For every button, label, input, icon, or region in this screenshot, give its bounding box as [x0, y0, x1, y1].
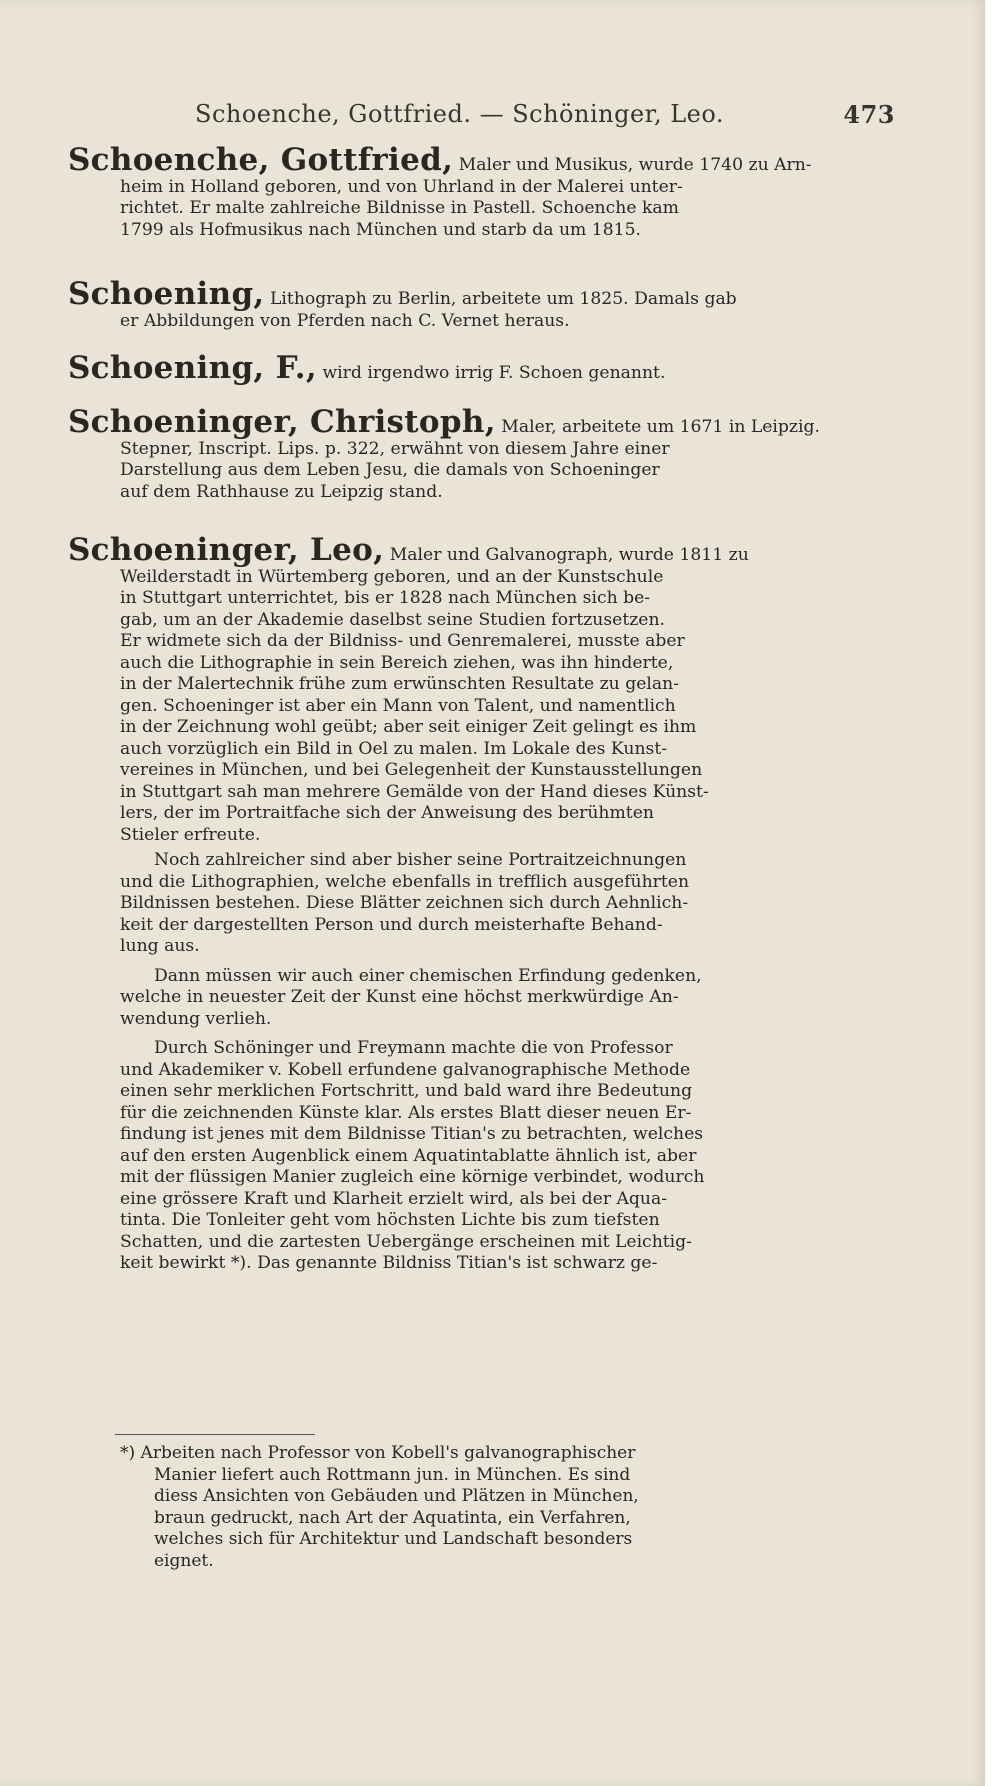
entry-text-line: auch vorzüglich ein Bild in Oel zu malen. Im Lokale des Kunst- [120, 738, 668, 759]
entry-text-line: Maler und Galvanograph, wurde 1811 zu [389, 545, 749, 565]
paragraph-line: lung aus. [120, 936, 200, 956]
entry-text-line: lers, der im Portraitfache sich der Anweisung des berühmten [120, 803, 654, 823]
entry-text-line: 1799 als Hofmusikus nach München und starb da um 1815. [120, 219, 642, 240]
entry-text-line: gen. Schoeninger ist aber ein Mann von Talent, und namentlich [120, 695, 676, 716]
paragraph-line: Noch zahlreicher sind aber bisher seine Portraitzeichnungen [154, 850, 687, 870]
footnote-divider [115, 1434, 315, 1435]
paragraph-line: Durch Schöninger und Freymann machte die von Professor [154, 1038, 673, 1058]
entry-text-line: Er widmete sich da der Bildniss- und Genremalerei, musste aber [120, 631, 685, 651]
paragraph-line: Bildnissen bestehen. Diese Blätter zeichnen sich durch Aehnlich- [120, 893, 689, 913]
footnote-line: welches sich für Architektur und Landschaft besonders [154, 1529, 633, 1549]
entry-text-line: Weilderstadt in Würtemberg geboren, und an der Kunstschule [120, 566, 664, 587]
entry-text-line: in der Zeichnung wohl geübt; aber seit einiger Zeit gelingt es ihm [120, 717, 697, 737]
paragraph-line: einen sehr merklichen Fortschritt, und bald ward ihre Bedeutung [120, 1081, 693, 1101]
running-header [195, 100, 895, 128]
paragraph-line: und Akademiker v. Kobell erfundene galvanographische Methode [120, 1059, 691, 1080]
entry-name: Schoening, [68, 276, 265, 312]
page-number: 473 [843, 100, 895, 129]
entry-text-line: Darstellung aus dem Leben Jesu, die damals von Schoeninger [120, 460, 660, 480]
paragraph-line: eine grössere Kraft und Klarheit erzielt wird, als bei der Aqua- [120, 1188, 668, 1209]
footnote-line: diess Ansichten von Gebäuden und Plätzen in München, [154, 1486, 639, 1506]
entry-text-line: vereines in München, und bei Gelegenheit der Kunstausstellungen [120, 760, 703, 780]
footnote-line: eignet. [154, 1550, 214, 1571]
entry-text-line: in Stuttgart sah man mehrere Gemälde von der Hand dieses Künst- [120, 781, 709, 802]
entry-text-line: wird irgendwo irrig F. Schoen genannt. [322, 363, 666, 383]
paragraph-line: mit der flüssigen Manier zugleich eine körnige verbindet, wodurch [120, 1167, 705, 1187]
entry-text-line: heim in Holland geboren, und von Uhrland in der Malerei unter- [120, 176, 683, 197]
paragraph-line: und die Lithographien, welche ebenfalls in trefflich ausgeführten [120, 871, 690, 892]
entry-schoeninger-leo [68, 532, 898, 1275]
paragraph-line: auf den ersten Augenblick einem Aquatintablatte ähnlich ist, aber [120, 1145, 697, 1166]
paragraph-line: wendung verlieh. [120, 1008, 272, 1029]
entry-text-line: Stepner, Inscript. Lips. p. 322, erwähnt von diesem Jahre einer [120, 438, 670, 459]
paragraph-invention [68, 966, 898, 1031]
paragraph-portraits [68, 850, 898, 958]
entry-text-line: auf dem Rathhause zu Leipzig stand. [120, 481, 443, 502]
entry-name: Schoening, F., [68, 350, 317, 386]
entry-text-line: Lithograph zu Berlin, arbeitete um 1825. Damals gab [270, 289, 737, 309]
entry-text-line: Maler, arbeitete um 1671 in Leipzig. [501, 417, 820, 437]
paragraph-line: keit bewirkt *). Das genannte Bildniss Titian's ist schwarz ge- [120, 1253, 658, 1273]
entry-text-line: in der Malertechnik frühe zum erwünschten Resultate zu gelan- [120, 674, 680, 694]
paragraph-line: welche in neuester Zeit der Kunst eine höchst merkwürdige An- [120, 987, 679, 1007]
footnote [120, 1443, 895, 1572]
paragraph-galvanography [68, 1038, 898, 1275]
entry-text-line: gab, um an der Akademie daselbst seine Studien fortzusetzen. [120, 609, 666, 630]
entry-name: Schoeninger, Leo, [68, 532, 385, 568]
entry-text-line: Maler und Musikus, wurde 1740 zu Arn- [458, 155, 812, 175]
entry-name: Schoeninger, Christoph, [68, 404, 496, 440]
paragraph-line: findung ist jenes mit dem Bildnisse Titian's zu betrachten, welches [120, 1124, 704, 1144]
entry-schoening-f [68, 350, 898, 386]
entry-name: Schoenche, Gottfried, [68, 142, 454, 178]
entry-schoenche-gottfried [68, 142, 898, 241]
entry-text-line: Stieler erfreute. [120, 824, 261, 845]
entry-text-line: auch die Lithographie in sein Bereich ziehen, was ihn hinderte, [120, 652, 674, 673]
entry-schoeninger-christoph [68, 404, 898, 503]
paragraph-line: tinta. Die Tonleiter geht vom höchsten Lichte bis zum tiefsten [120, 1210, 660, 1230]
paragraph-line: Dann müssen wir auch einer chemischen Erfindung gedenken, [154, 965, 702, 986]
entry-text-line: richtet. Er malte zahlreiche Bildnisse in Pastell. Schoenche kam [120, 198, 679, 218]
entry-text-line: er Abbildungen von Pferden nach C. Vernet heraus. [120, 310, 570, 331]
footnote-line: braun gedruckt, nach Art der Aquatinta, ein Verfahren, [154, 1507, 631, 1528]
running-title: Schoenche, Gottfried. — Schöninger, Leo. [195, 100, 725, 128]
paragraph-line: Schatten, und die zartesten Uebergänge erscheinen mit Leichtig- [120, 1231, 692, 1252]
footnote-line: Manier liefert auch Rottmann jun. in München. Es sind [154, 1464, 631, 1485]
footnote-line: *) Arbeiten nach Professor von Kobell's galvanographischer [120, 1443, 636, 1463]
entry-text-line: in Stuttgart unterrichtet, bis er 1828 nach München sich be- [120, 588, 651, 608]
entry-schoening [68, 276, 898, 332]
paragraph-line: für die zeichnenden Künste klar. Als erstes Blatt dieser neuen Er- [120, 1102, 692, 1123]
paragraph-line: keit der dargestellten Person und durch meisterhafte Behand- [120, 914, 663, 935]
